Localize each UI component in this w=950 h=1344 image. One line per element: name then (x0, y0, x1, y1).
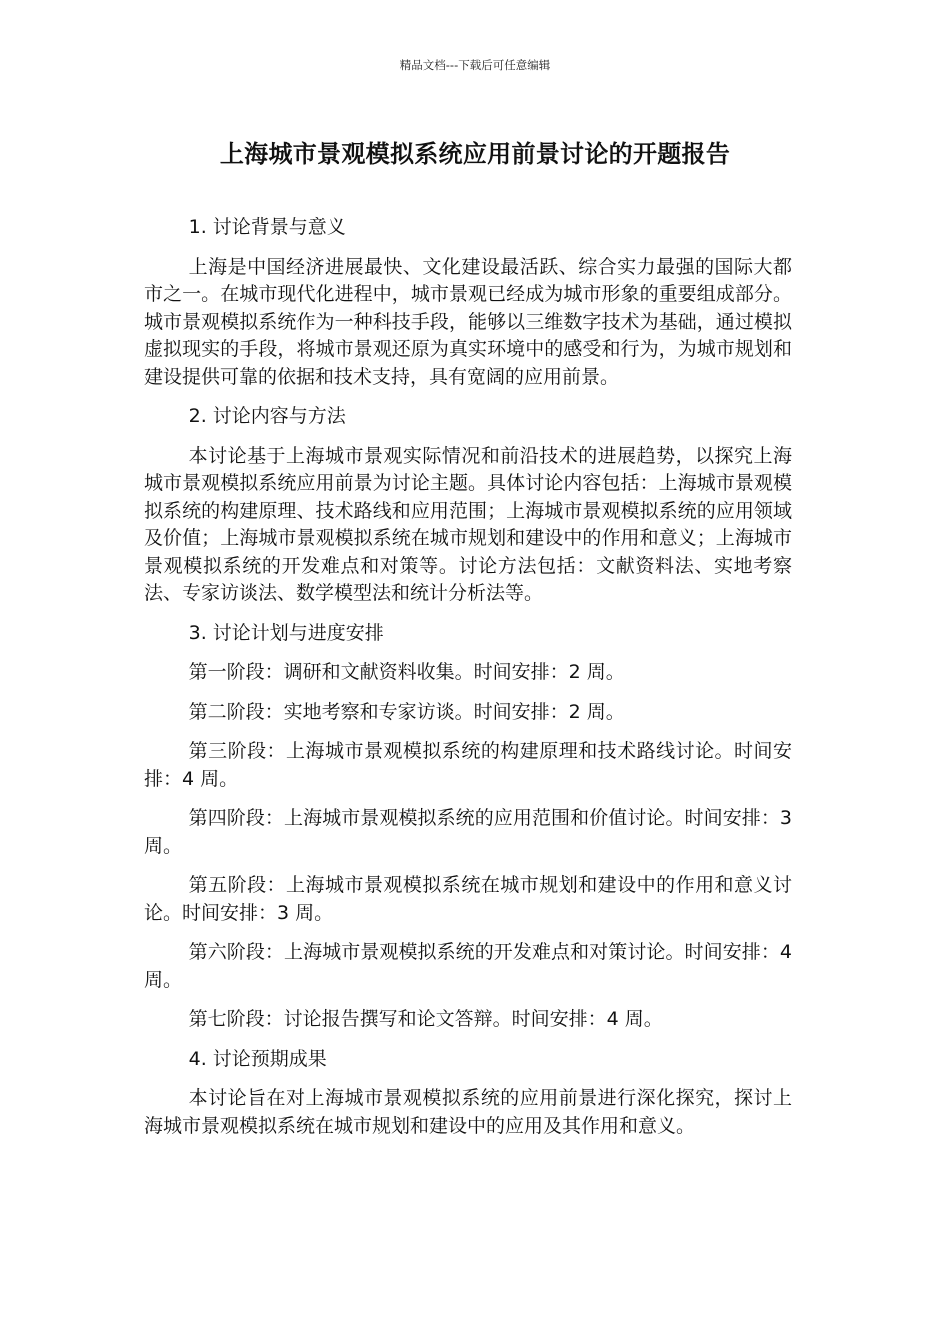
schedule-stage-7: 第七阶段：讨论报告撰写和论文答辩。时间安排：4 周。 (188, 1008, 663, 1030)
page-header-watermark: 精品文档---下载后可任意编辑 (399, 58, 551, 72)
section-paragraph-content-method: 本讨论基于上海城市景观实际情况和前沿技术的进展趋势，以探究上海城市景观模拟系统应用前景为讨论主题。具体讨论内容包括：上海城市景观模拟系统的构建原理、技术路线和应用范围；上海城市景观模拟系统的应用领域及价值；上海城市景观模拟系统在城市规划和建设中的作用和意义；上海城市景观模拟系统的开发难点和对策等。讨论方法包括：文献资料法、实地考察法、专家访谈法、数学模型法和统计分析法等。 (144, 444, 792, 604)
document-body (144, 214, 792, 1152)
schedule-stage-5: 第五阶段：上海城市景观模拟系统在城市规划和建设中的作用和意义讨论。时间安排：3 周。 (144, 874, 792, 924)
schedule-stage-2: 第二阶段：实地考察和专家访谈。时间安排：2 周。 (188, 700, 625, 723)
schedule-stage-4: 第四阶段：上海城市景观模拟系统的应用范围和价值讨论。时间安排：3 周。 (144, 807, 792, 857)
section-heading-expected-results: 4. 讨论预期成果 (188, 1047, 327, 1070)
schedule-stage-1: 第一阶段：调研和文献资料收集。时间安排：2 周。 (188, 661, 625, 683)
section-heading-schedule: 3. 讨论计划与进度安排 (188, 621, 384, 644)
section-heading-background: 1. 讨论背景与意义 (188, 216, 346, 238)
document-title: 上海城市景观模拟系统应用前景讨论的开题报告 (219, 140, 731, 168)
section-heading-content-method: 2. 讨论内容与方法 (188, 405, 346, 427)
schedule-stage-3: 第三阶段：上海城市景观模拟系统的构建原理和技术路线讨论。时间安排：4 周。 (144, 740, 792, 790)
section-paragraph-background: 上海是中国经济进展最快、文化建设最活跃、综合实力最强的国际大都市之一。在城市现代化进程中，城市景观已经成为城市形象的重要组成部分。城市景观模拟系统作为一种科技手段，能够以三维数字技术为基础，通过模拟虚拟现实的手段，将城市景观还原为真实环境中的感受和行为，为城市规划和建设提供可靠的依据和技术支持，具有宽阔的应用前景。 (144, 255, 792, 388)
schedule-stage-6: 第六阶段：上海城市景观模拟系统的开发难点和对策讨论。时间安排：4 周。 (144, 941, 792, 991)
section-paragraph-expected-results: 本讨论旨在对上海城市景观模拟系统的应用前景进行深化探究，探讨上海城市景观模拟系统在城市规划和建设中的应用及其作用和意义。 (144, 1087, 792, 1137)
